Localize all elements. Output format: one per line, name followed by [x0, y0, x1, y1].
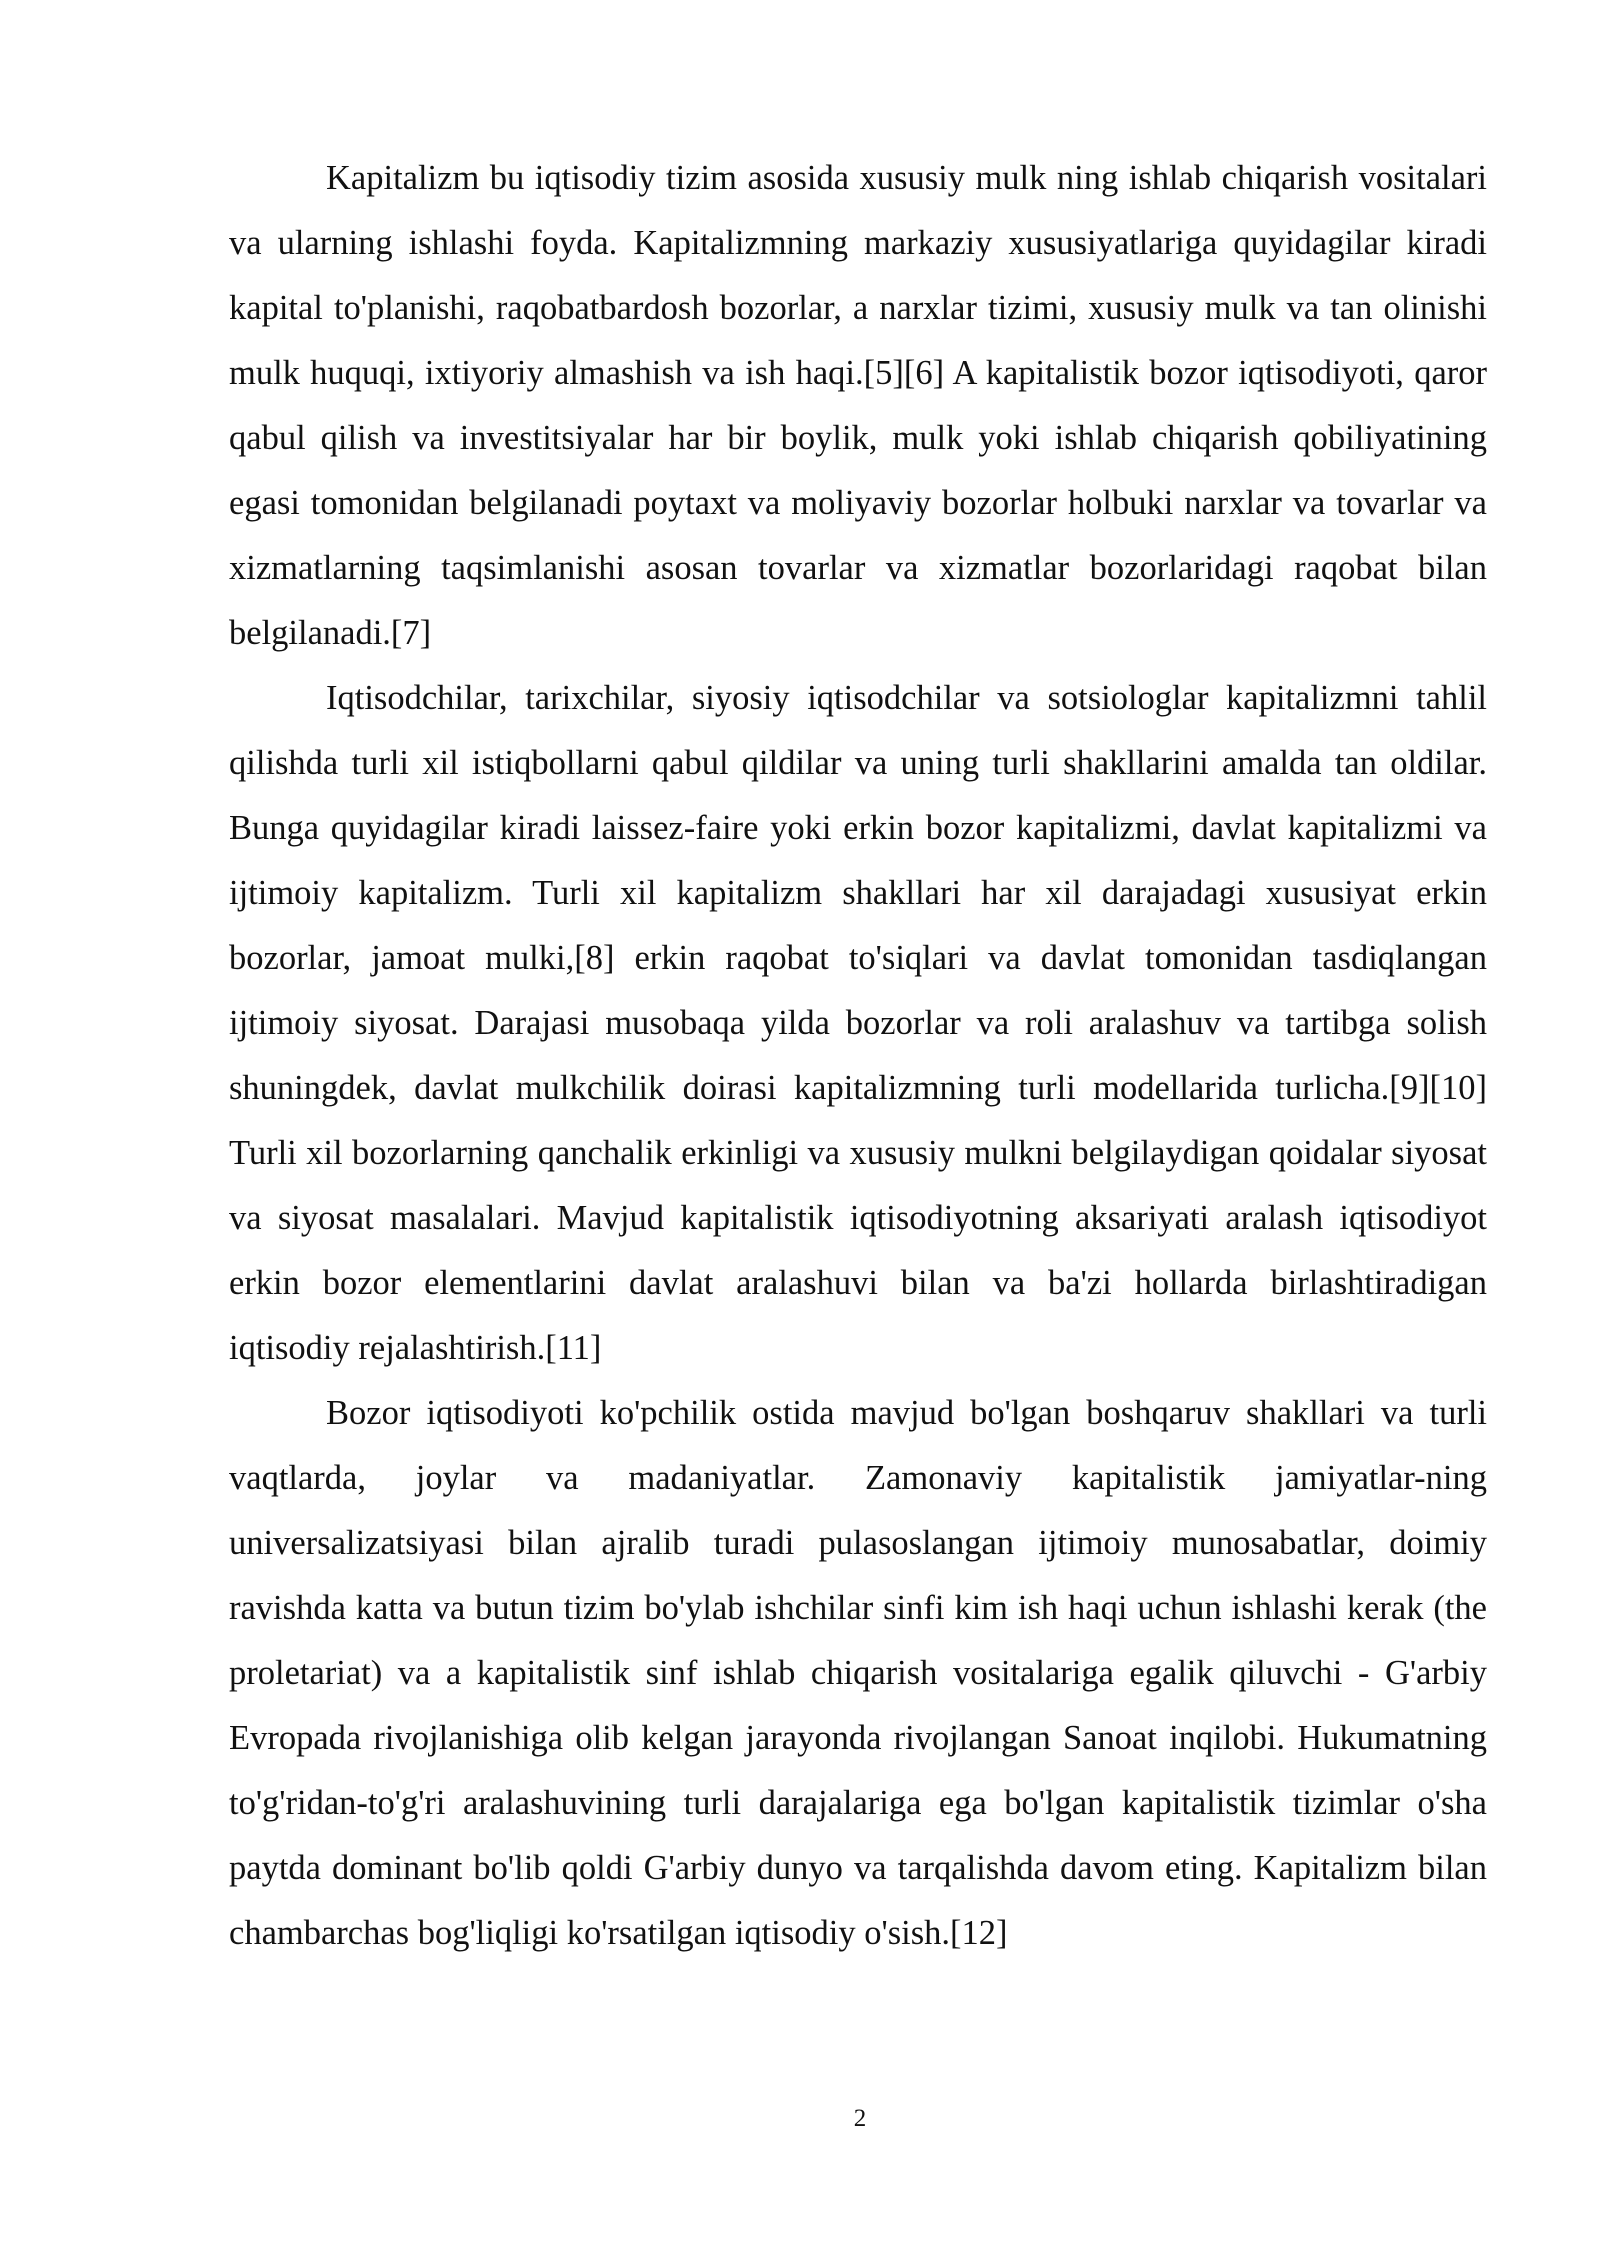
- body-text: [229, 146, 1487, 1966]
- paragraph-3: Bozor iqtisodiyoti ko'pchilik ostida mavjud bo'lgan boshqaruv shakllari va turli vaqtlarda, joylar va madaniyatlar. Zamonaviy kapitalistik jamiyatlar-ning universalizatsiyasi bilan ajralib turadi pulasoslangan ijtimoiy munosabatlar, doimiy ravishda katta va butun tizim bo'ylab ishchilar sinfi kim ish haqi uchun ishlashi kerak (the proletariat) va a kapitalistik sinf ishlab chiqarish vositalariga egalik qiluvchi - G'arbiy Evropada rivojlanishiga olib kelgan jarayonda rivojlangan Sanoat inqilobi. Hukumatning to'g'ridan-to'g'ri aralashuvining turli darajalariga ega bo'lgan kapitalistik tizimlar o'sha paytda dominant bo'lib qoldi G'arbiy dunyo va tarqalishda davom eting. Kapitalizm bilan chambarchas bog'liqligi ko'rsatilgan iqtisodiy o'sish.[12]: [229, 1394, 1487, 1952]
- paragraph-1: Kapitalizm bu iqtisodiy tizim asosida xususiy mulk ning ishlab chiqarish vositalari va ularning ishlashi foyda. Kapitalizmning markaziy xususiyatlariga quyidagilar kiradi kapital to'planishi, raqobatbardosh bozorlar, a narxlar tizimi, xususiy mulk va tan olinishi mulk huquqi, ixtiyoriy almashish va ish haqi.[5][6] A kapitalistik bozor iqtisodiyoti, qaror qabul qilish va investitsiyalar har bir boylik, mulk yoki ishlab chiqarish qobiliyatining egasi tomonidan belgilanadi poytaxt va moliyaviy bozorlar holbuki narxlar va tovarlar va xizmatlarning taqsimlanishi asosan tovarlar va xizmatlar bozorlaridagi raqobat bilan belgilanadi.[7]: [229, 159, 1487, 652]
- page-number: 2: [853, 2105, 867, 2132]
- paragraph-2: Iqtisodchilar, tarixchilar, siyosiy iqtisodchilar va sotsiologlar kapitalizmni tahlil qilishda turli xil istiqbollarni qabul qildilar va uning turli shakllarini amalda tan oldilar. Bunga quyidagilar kiradi laissez-faire yoki erkin bozor kapitalizmi, davlat kapitalizmi va ijtimoiy kapitalizm. Turli xil kapitalizm shakllari har xil darajadagi xususiyat erkin bozorlar, jamoat mulki,[8] erkin raqobat to'siqlari va davlat tomonidan tasdiqlangan ijtimoiy siyosat. Darajasi musobaqa yilda bozorlar va roli aralashuv va tartibga solish shuningdek, davlat mulkchilik doirasi kapitalizmning turli modellarida turlicha.[9][10] Turli xil bozorlarning qanchalik erkinligi va xususiy mulkni belgilaydigan qoidalar siyosat va siyosat masalalari. Mavjud kapitalistik iqtisodiyotning aksariyati aralash iqtisodiyot erkin bozor elementlarini davlat aralashuvi bilan va ba'zi hollarda birlashtiradigan iqtisodiy rejalashtirish.[11]: [229, 679, 1487, 1367]
